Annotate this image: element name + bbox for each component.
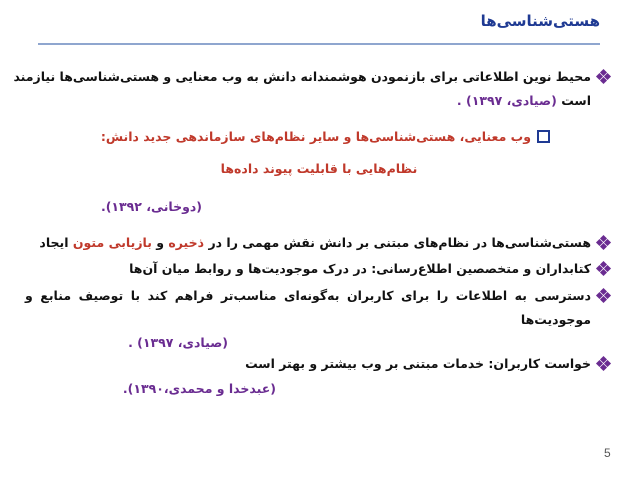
citation-abdkhoda-text: (عبدخدا و محمدی،۱۳۹۰). xyxy=(122,381,276,396)
bullet-2-end: ایجاد xyxy=(39,235,69,250)
bullet-3-text: کتابداران و متخصصین اطلاع‌رسانی: در درک موجودیت‌ها و روابط میان آن‌ها xyxy=(129,261,591,276)
diamond-cluster-icon xyxy=(597,357,610,370)
citation-sayyadi-2-text: (صیادی، ۱۳۹۷) . xyxy=(128,335,228,350)
highlight-retrieval: بازیابی متون xyxy=(72,235,152,250)
citation-sayyadi-2 xyxy=(128,334,228,351)
diamond-cluster-icon xyxy=(597,289,610,302)
diamond-cluster-icon xyxy=(597,262,610,275)
sub-bullet-line xyxy=(0,128,550,145)
bullet-1-text: محیط نوین اطلاعاتی برای بازنمودن هوشمندانه دانش به وب معنایی و هستی‌شناسی‌ها نیازمند xyxy=(13,69,591,84)
bullet-3 xyxy=(25,260,610,277)
bullet-4-line-1 xyxy=(25,287,610,304)
citation-dokhani xyxy=(101,198,202,215)
diamond-cluster-icon xyxy=(597,236,610,249)
slide-title: هستی‌شناسی‌ها xyxy=(480,12,600,30)
highlight-storage: ذخیره xyxy=(168,235,205,250)
bullet-5 xyxy=(25,355,610,372)
title-divider xyxy=(38,43,600,45)
bullet-1-line-2 xyxy=(6,92,591,109)
bullet-1-line-1 xyxy=(13,68,610,85)
bullet-2-text: هستی‌شناسی‌ها در نظام‌های مبتنی بر دانش نقش مهمی را در xyxy=(208,235,591,250)
bullet-4-text: دسترسی به اطلاعات را برای کاربران به‌گونه‌ای مناسب‌تر فراهم کند با توصیف منابع و xyxy=(25,288,591,303)
citation-dokhani-text: (دوخانی، ۱۳۹۲). xyxy=(100,199,202,214)
citation-sayyadi-1: (صیادی، ۱۳۹۷) . xyxy=(456,93,557,108)
hollow-square-icon xyxy=(537,130,550,143)
bullet-1-text-end: است xyxy=(561,93,591,108)
diamond-cluster-icon xyxy=(597,70,610,83)
sub-bullet-text: وب معنایی، هستی‌شناسی‌ها و سایر نظام‌های سازماندهی جدید دانش: xyxy=(100,129,531,144)
bullet-4-line-2 xyxy=(6,311,591,328)
sub-line xyxy=(0,160,638,177)
citation-abdkhoda xyxy=(123,380,276,397)
bullet-2 xyxy=(25,234,610,251)
bullet-2-and: و xyxy=(156,235,165,250)
bullet-5-text: خواست کاربران: خدمات مبتنی بر وب بیشتر و بهتر است xyxy=(245,356,591,371)
sub-line-text: نظام‌هایی با قابلیت پیوند داده‌ها xyxy=(220,161,418,176)
bullet-4-text-end: موجودیت‌ها xyxy=(520,312,591,327)
page-number: 5 xyxy=(604,446,611,460)
